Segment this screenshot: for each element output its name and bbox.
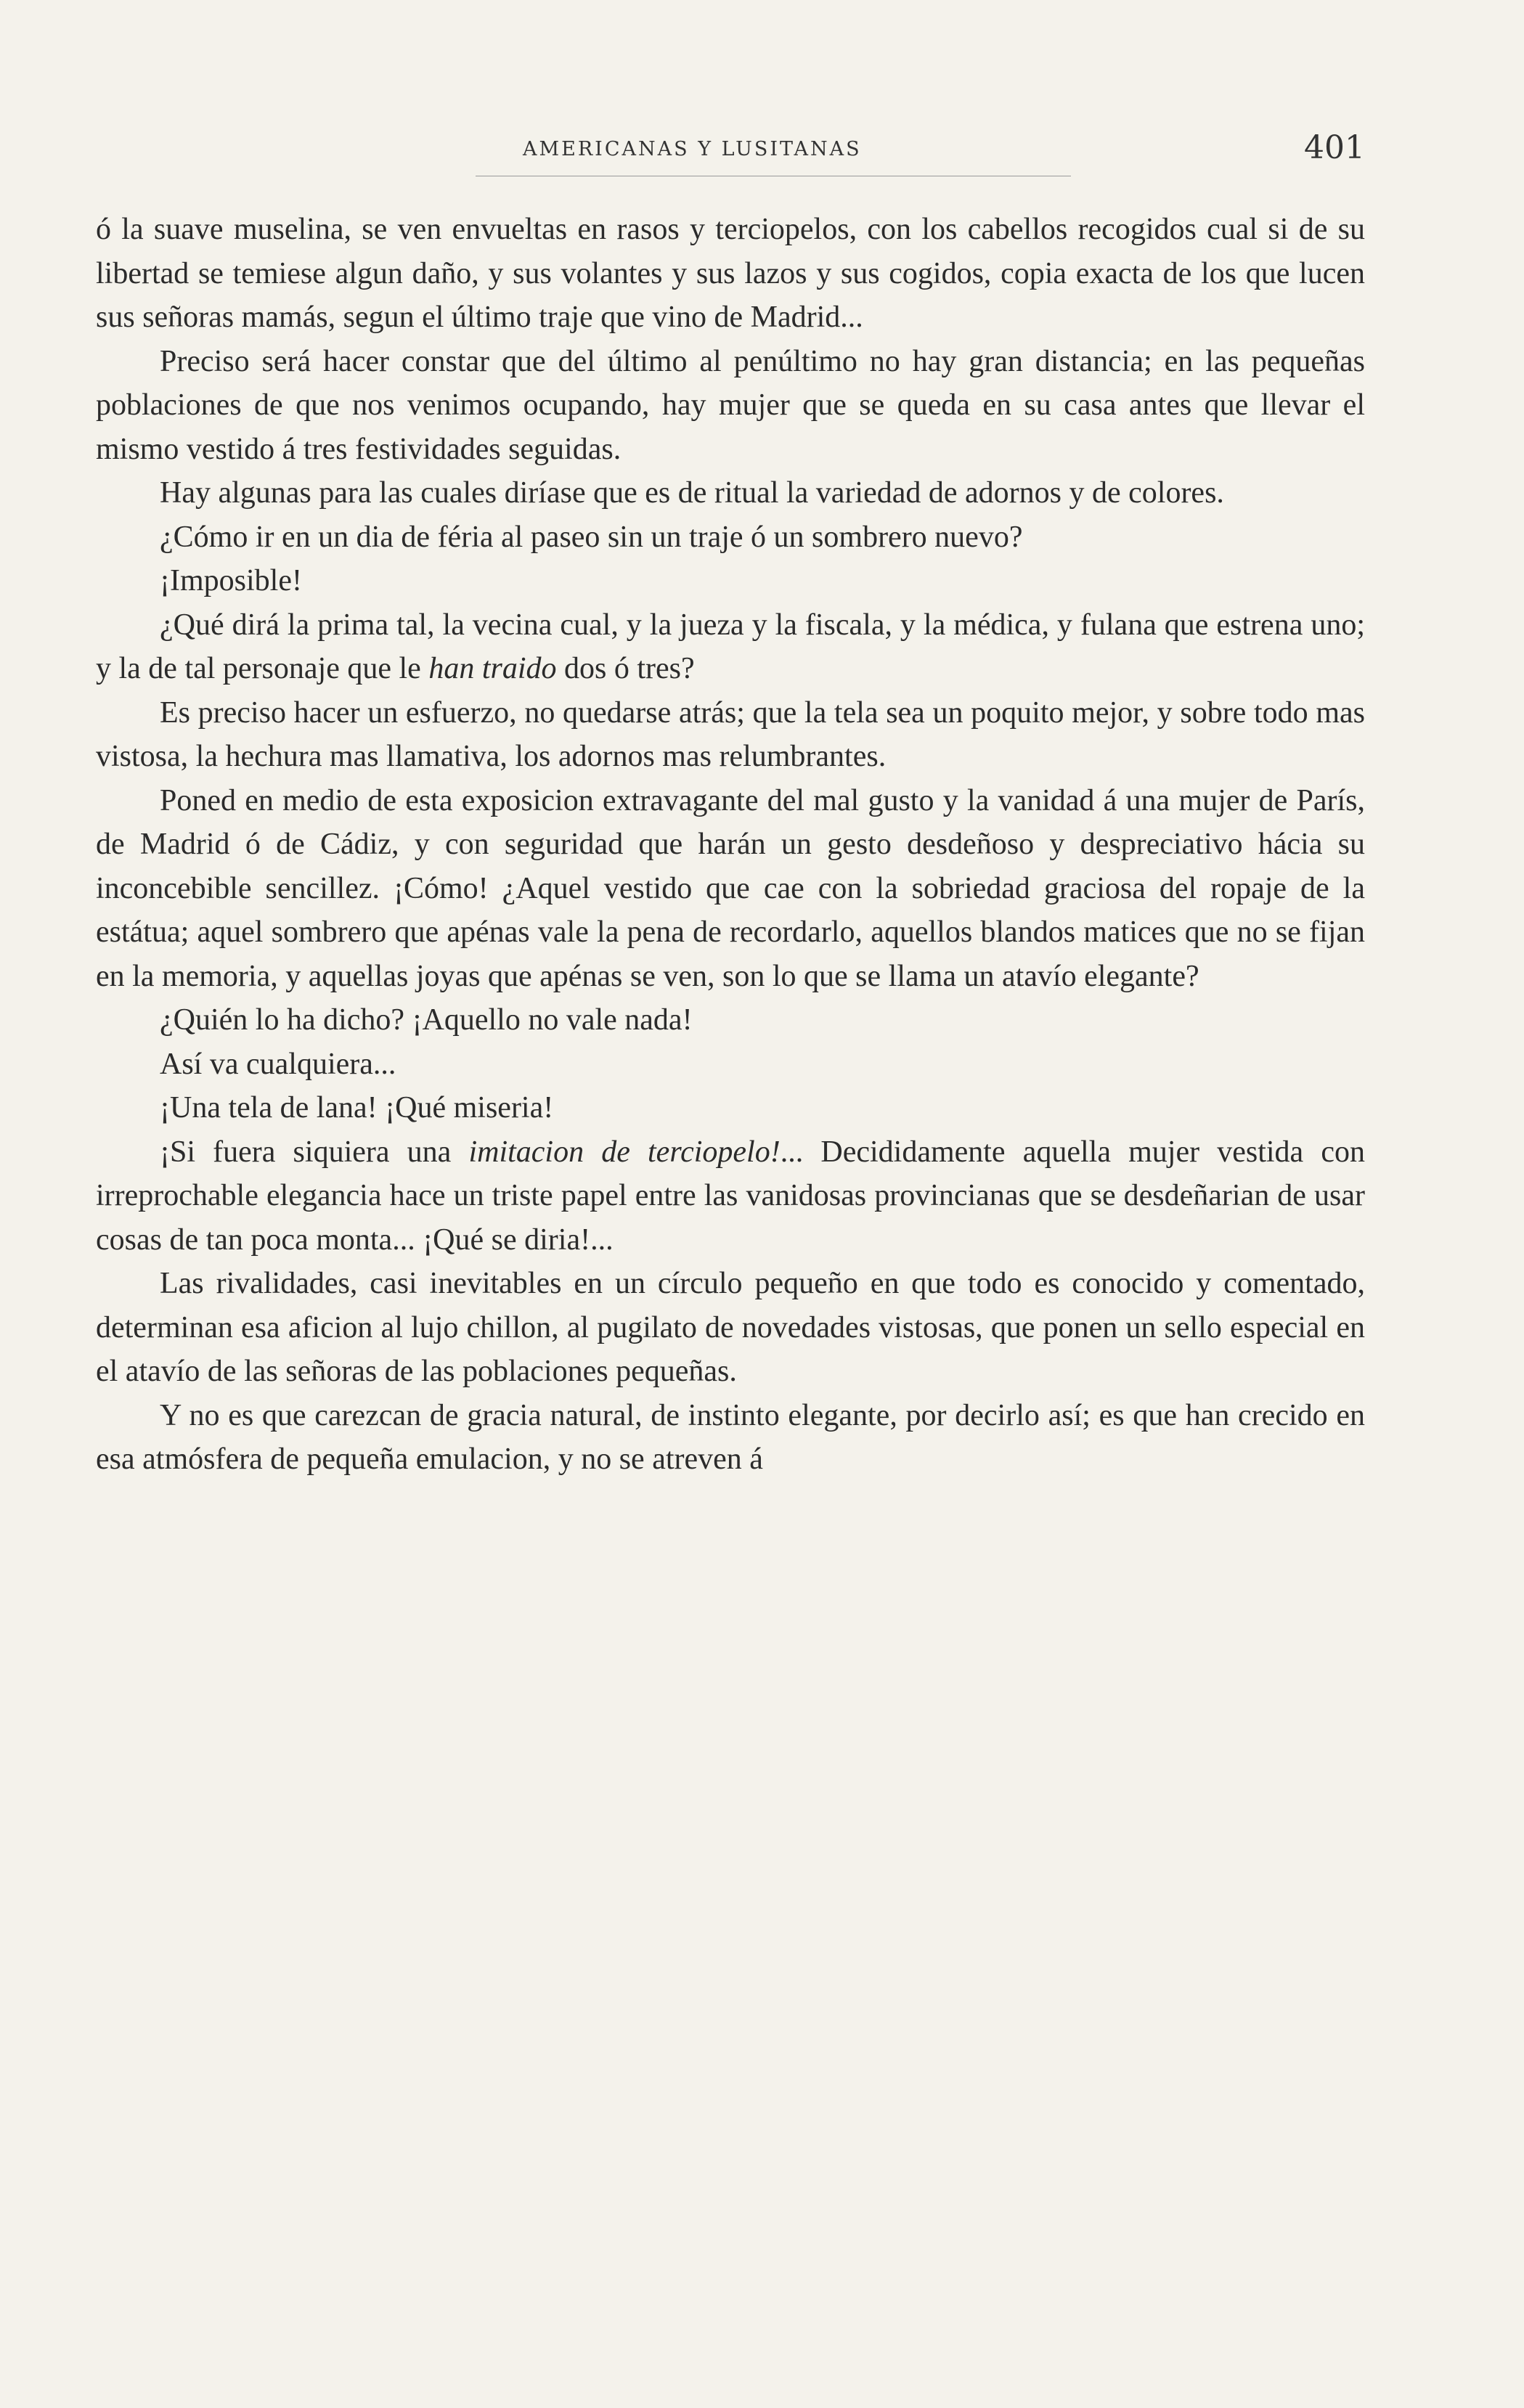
italic-phrase: han traido bbox=[428, 652, 557, 685]
paragraph-text: ¿Qué dirá la prima tal, la vecina cual, y la jueza y la fiscala, y la médica, y fulana que estrena uno; y la de tal personaje que le bbox=[96, 608, 1365, 685]
paragraph bbox=[96, 603, 1365, 691]
italic-phrase: imitacion de terciopelo! bbox=[468, 1135, 781, 1169]
paragraph: Hay algunas para las cuales diríase que es de ritual la variedad de adornos y de colores. bbox=[160, 476, 1224, 510]
running-title: AMERICANAS Y LUSITANAS bbox=[523, 138, 862, 160]
page-number: 401 bbox=[1304, 129, 1365, 166]
paragraph: Poned en medio de esta exposicion extravagante del mal gusto y la vanidad á una mujer de París, de Madrid ó de Cádiz, y con seguridad que harán un gesto desdeñoso y despreciativo hácia su inconcebible sencillez. ¡Cómo! ¿Aquel vestido que cae con la sobriedad graciosa del ropaje de la estátua; aquel sombrero que apénas vale la pena de recordarlo, aquellos blandos matices que no se fijan en la memoria, y aquellas joyas que apénas se ven, son lo que se llama un atavío elegante? bbox=[96, 783, 1365, 993]
paragraph: ó la suave muselina, se ven envueltas en rasos y terciopelos, con los cabellos recogidos cual si de su libertad se temiese algun daño, y sus volantes y sus lazos y sus cogidos, copia exacta de los que lucen sus señoras mamás, segun el último traje que vino de Madrid... bbox=[96, 213, 1365, 334]
paragraph-text: dos ó tres? bbox=[556, 652, 695, 685]
paragraph: Así va cualquiera... bbox=[160, 1047, 396, 1081]
paragraph: Preciso será hacer constar que del último al penúltimo no hay gran distancia; en las pequeñas poblaciones de que nos venimos ocupando, hay mujer que se queda en su casa antes que llevar el mismo vestido á tres festividades seguidas. bbox=[96, 344, 1365, 466]
paragraph: Y no es que carezcan de gracia natural, de instinto elegante, por decirlo así; es que han crecido en esa atmósfera de pequeña emulacion, y no se atreven á bbox=[96, 1398, 1365, 1476]
paragraph: ¡Imposible! bbox=[160, 564, 302, 597]
paragraph-text: ... Decididamente aquella mujer vestida con irreprochable elegancia hace un triste papel entre las vanidosas provincianas que se desdeñarian de usar cosas de tan poca monta... ¡Qué se diria!... bbox=[96, 1135, 1365, 1257]
body-text bbox=[96, 208, 1365, 1482]
paragraph: ¿Cómo ir en un dia de féria al paseo sin un traje ó un sombrero nuevo? bbox=[160, 520, 1023, 554]
paragraph-text: ¡Si fuera siquiera una bbox=[160, 1135, 469, 1169]
paragraph: Las rivalidades, casi inevitables en un círculo pequeño en que todo es conocido y comentado, determinan esa aficion al lujo chillon, al pugilato de novedades vistosas, que ponen un sello especial en el atavío de las señoras de las poblaciones pequeñas. bbox=[96, 1267, 1365, 1388]
paragraph: ¡Una tela de lana! ¡Qué miseria! bbox=[160, 1091, 554, 1125]
paragraph: ¿Quién lo ha dicho? ¡Aquello no vale nada! bbox=[160, 1003, 693, 1037]
paragraph bbox=[96, 1130, 1365, 1262]
page-header bbox=[102, 129, 1365, 173]
paragraph: Es preciso hacer un esfuerzo, no quedarse atrás; que la tela sea un poquito mejor, y sobre todo mas vistosa, la hechura mas llamativa, los adornos mas relumbrantes. bbox=[96, 695, 1365, 773]
